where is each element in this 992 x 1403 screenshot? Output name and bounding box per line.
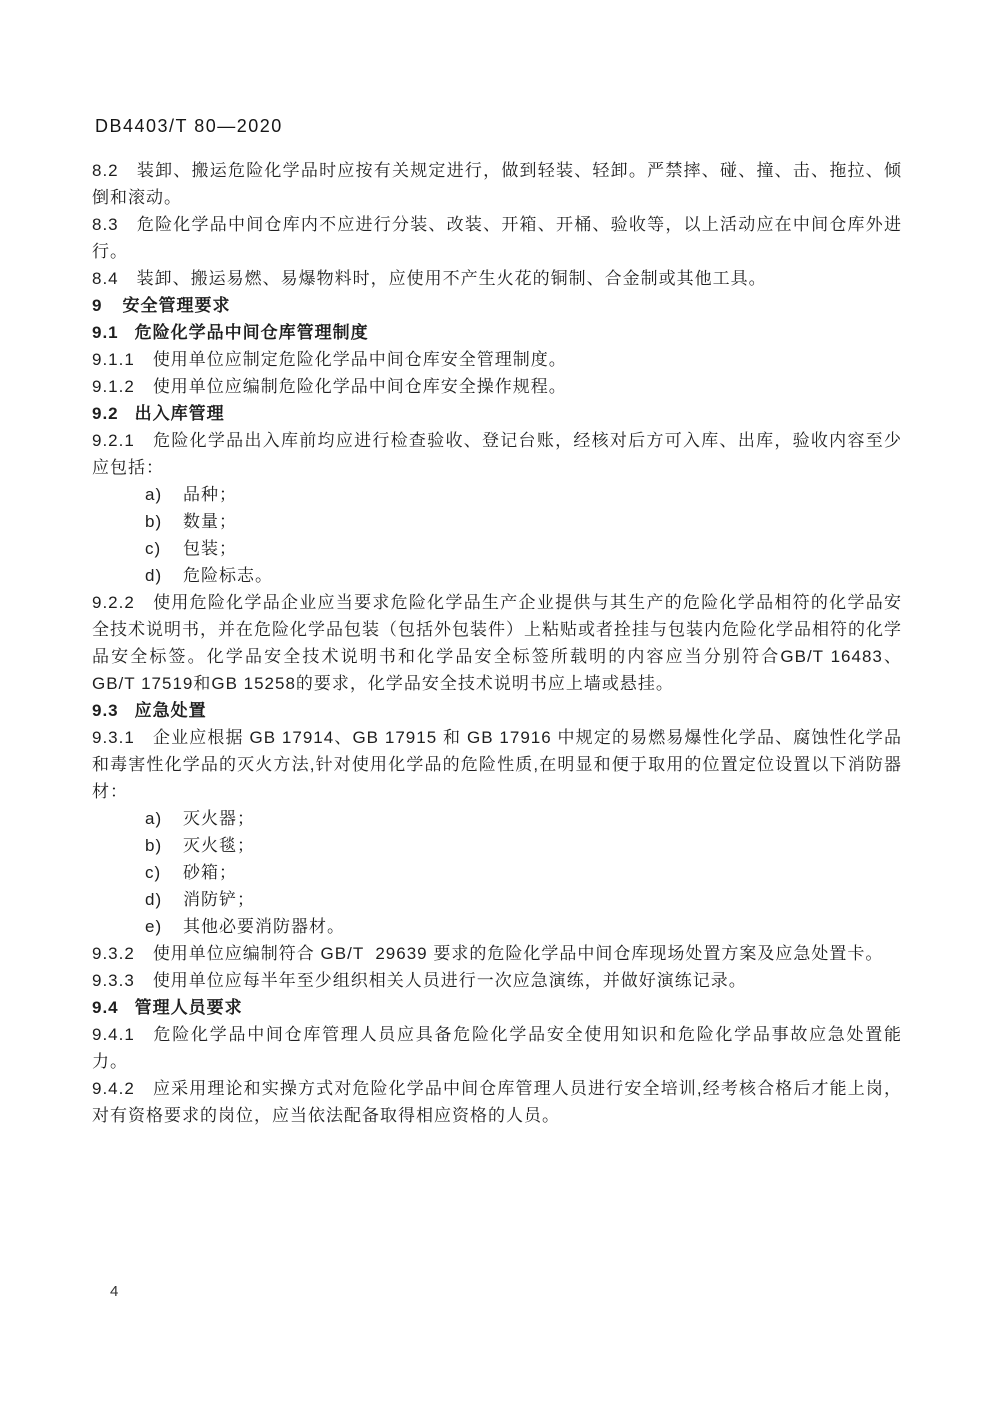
heading-number: 9.1 bbox=[92, 323, 119, 342]
clause-text: 使用单位应每半年至少组织相关人员进行一次应急演练，并做好演练记录。 bbox=[152, 971, 747, 990]
list-item-d bbox=[92, 562, 902, 589]
list-marker: a) bbox=[145, 485, 163, 504]
clause-text: 使用危险化学品企业应当要求危险化学品生产企业提供与其生产的危险化学品相符的化学品安全技术说明书，并在危险化学品包装（包括外包装件）上粘贴或者拴挂与包装内危险化学品相符的化学品安全标签。化学品安全技术说明书和化学品安全标签所载明的内容应当分别符合GB/T 16483、GB/T 17519和GB 15258的要求，化学品安全技术说明书应上墙或悬挂。 bbox=[92, 593, 902, 693]
clause-9-1-2 bbox=[92, 373, 902, 400]
list-text: 品种； bbox=[183, 485, 237, 504]
clause-9-2-1 bbox=[92, 427, 902, 481]
clause-number: 8.2 bbox=[92, 161, 119, 180]
clause-9-3-1 bbox=[92, 724, 902, 805]
clause-text: 企业应根据 GB 17914、GB 17915 和 GB 17916 中规定的易燃易爆性化学品、腐蚀性化学品和毒害性化学品的灭火方法,针对使用化学品的危险性质,在明显和便于取用的位置定位设置以下消防器材： bbox=[92, 728, 902, 801]
heading-text: 应急处置 bbox=[134, 701, 207, 720]
list-marker: d) bbox=[145, 890, 163, 909]
doc-number: DB4403/T 80—2020 bbox=[95, 116, 283, 136]
heading-text: 管理人员要求 bbox=[134, 998, 243, 1017]
list-item-e bbox=[92, 913, 902, 940]
subsection-heading-9-4 bbox=[92, 994, 902, 1021]
list-item-a bbox=[92, 481, 902, 508]
clause-number: 8.4 bbox=[92, 269, 119, 288]
heading-text: 安全管理要求 bbox=[122, 296, 231, 315]
list-item-a bbox=[92, 805, 902, 832]
clause-number: 9.2.2 bbox=[92, 593, 135, 612]
list-item-c bbox=[92, 859, 902, 886]
clause-9-4-2 bbox=[92, 1075, 902, 1129]
clause-text: 装卸、搬运危险化学品时应按有关规定进行，做到轻装、轻卸。严禁摔、碰、撞、击、拖拉、倾倒和滚动。 bbox=[92, 161, 902, 207]
heading-number: 9.3 bbox=[92, 701, 119, 720]
list-text: 其他必要消防器材。 bbox=[183, 917, 345, 936]
heading-number: 9.4 bbox=[92, 998, 119, 1017]
clause-9-3-2 bbox=[92, 940, 902, 967]
subsection-heading-9-1 bbox=[92, 319, 902, 346]
page-number: 4 bbox=[110, 1283, 119, 1300]
clause-number: 9.4.2 bbox=[92, 1079, 135, 1098]
list-text: 危险标志。 bbox=[183, 566, 273, 585]
clause-number: 8.3 bbox=[92, 215, 119, 234]
clause-number: 9.1.1 bbox=[92, 350, 135, 369]
list-marker: c) bbox=[145, 863, 162, 882]
list-text: 灭火毯； bbox=[183, 836, 255, 855]
heading-text: 出入库管理 bbox=[134, 404, 225, 423]
clause-text: 危险化学品出入库前均应进行检查验收、登记台账，经核对后方可入库、出库，验收内容至少应包括： bbox=[92, 431, 902, 477]
clause-number: 9.2.1 bbox=[92, 431, 135, 450]
clause-8-3 bbox=[92, 211, 902, 265]
subsection-heading-9-3 bbox=[92, 697, 902, 724]
clause-number: 9.3.2 bbox=[92, 944, 135, 963]
clause-text: 危险化学品中间仓库管理人员应具备危险化学品安全使用知识和危险化学品事故应急处置能力。 bbox=[92, 1025, 902, 1071]
clause-text: 装卸、搬运易燃、易爆物料时，应使用不产生火花的铜制、合金制或其他工具。 bbox=[136, 269, 767, 288]
list-marker: c) bbox=[145, 539, 162, 558]
clause-text: 应采用理论和实操方式对危险化学品中间仓库管理人员进行安全培训,经考核合格后才能上岗，对有资格要求的岗位，应当依法配备取得相应资格的人员。 bbox=[92, 1079, 902, 1125]
clause-number: 9.3.3 bbox=[92, 971, 135, 990]
subsection-heading-9-2 bbox=[92, 400, 902, 427]
clause-text: 使用单位应编制符合 GB/T 29639 要求的危险化学品中间仓库现场处置方案及应急处置卡。 bbox=[152, 944, 884, 963]
list-text: 消防铲； bbox=[183, 890, 255, 909]
list-text: 砂箱； bbox=[183, 863, 237, 882]
list-item-c bbox=[92, 535, 902, 562]
clause-9-4-1 bbox=[92, 1021, 902, 1075]
heading-text: 危险化学品中间仓库管理制度 bbox=[134, 323, 369, 342]
list-text: 数量； bbox=[183, 512, 237, 531]
clause-number: 9.3.1 bbox=[92, 728, 135, 747]
clause-8-2 bbox=[92, 157, 902, 211]
document-body bbox=[92, 157, 902, 1129]
clause-number: 9.4.1 bbox=[92, 1025, 135, 1044]
clause-8-4 bbox=[92, 265, 902, 292]
list-marker: d) bbox=[145, 566, 163, 585]
list-marker: b) bbox=[145, 512, 163, 531]
heading-number: 9.2 bbox=[92, 404, 119, 423]
clause-9-2-2 bbox=[92, 589, 902, 697]
clause-text: 使用单位应编制危险化学品中间仓库安全操作规程。 bbox=[152, 377, 567, 396]
list-item-b bbox=[92, 508, 902, 535]
clause-9-1-1 bbox=[92, 346, 902, 373]
list-text: 包装； bbox=[183, 539, 237, 558]
list-text: 灭火器； bbox=[183, 809, 255, 828]
list-item-b bbox=[92, 832, 902, 859]
section-heading-9 bbox=[92, 292, 902, 319]
clause-number: 9.1.2 bbox=[92, 377, 135, 396]
list-marker: b) bbox=[145, 836, 163, 855]
list-item-d bbox=[92, 886, 902, 913]
heading-number: 9 bbox=[92, 296, 103, 315]
clause-9-3-3 bbox=[92, 967, 902, 994]
list-marker: a) bbox=[145, 809, 163, 828]
list-marker: e) bbox=[145, 917, 163, 936]
clause-text: 危险化学品中间仓库内不应进行分装、改装、开箱、开桶、验收等，以上活动应在中间仓库外进行。 bbox=[92, 215, 902, 261]
clause-text: 使用单位应制定危险化学品中间仓库安全管理制度。 bbox=[152, 350, 567, 369]
